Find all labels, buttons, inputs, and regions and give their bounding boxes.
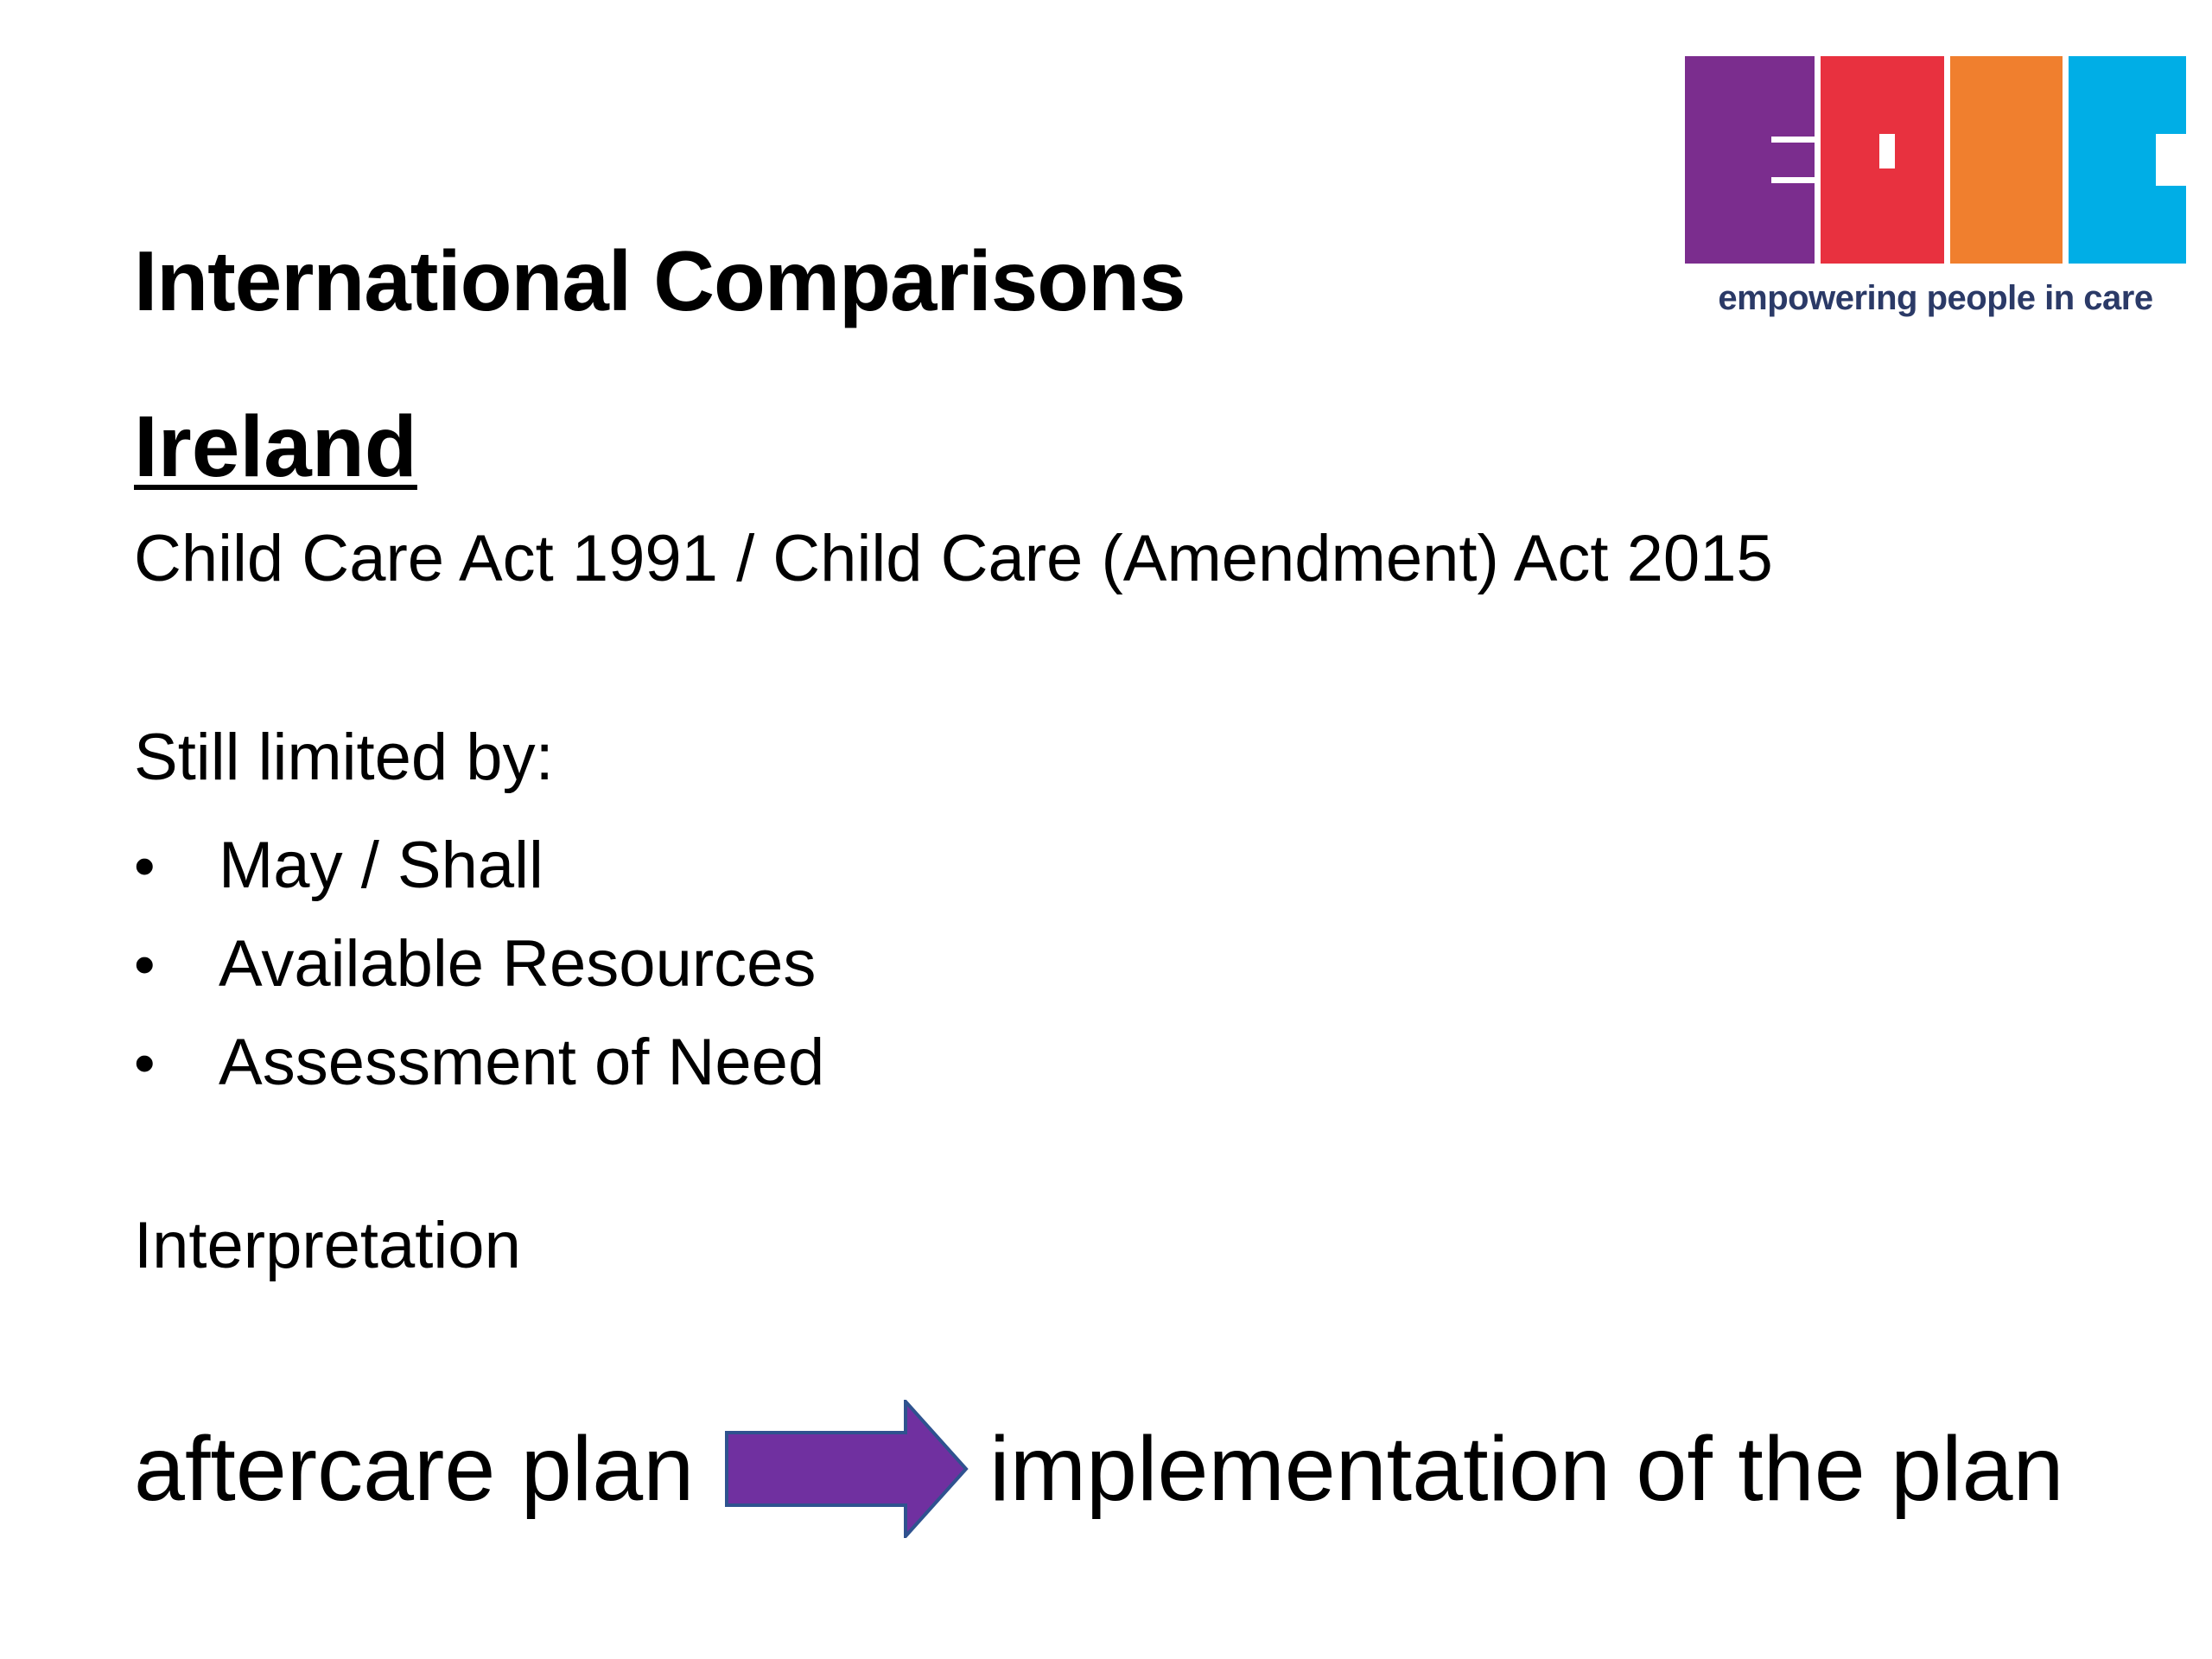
list-item-text: Available Resources	[219, 927, 817, 1001]
list-item	[134, 915, 824, 1014]
limited-heading: Still limited by:	[134, 721, 554, 794]
bullet-icon: •	[134, 1029, 156, 1096]
flow-from-text: aftercare plan	[134, 1418, 695, 1520]
acts-line: Child Care Act 1991 / Child Care (Amendment) Act 2015	[134, 522, 1773, 595]
flow-to-text: implementation of the plan	[989, 1418, 2064, 1520]
country-heading: Ireland	[134, 398, 417, 495]
bullet-icon: •	[134, 931, 156, 998]
slide-title: International Comparisons	[134, 233, 1185, 328]
interpretation-label: Interpretation	[134, 1209, 521, 1282]
epic-wordmark-icon	[1685, 56, 2186, 264]
plan-flow	[134, 1400, 2064, 1538]
epic-logo	[1685, 56, 2186, 333]
list-item	[134, 1014, 824, 1112]
list-item-text: Assessment of Need	[219, 1026, 825, 1099]
bullet-icon: •	[134, 832, 156, 899]
list-item-text: May / Shall	[219, 829, 543, 902]
limitations-list	[134, 817, 824, 1112]
logo-tagline: empowering people in care	[1718, 279, 2153, 317]
right-arrow-icon	[720, 1400, 970, 1538]
list-item	[134, 817, 824, 915]
